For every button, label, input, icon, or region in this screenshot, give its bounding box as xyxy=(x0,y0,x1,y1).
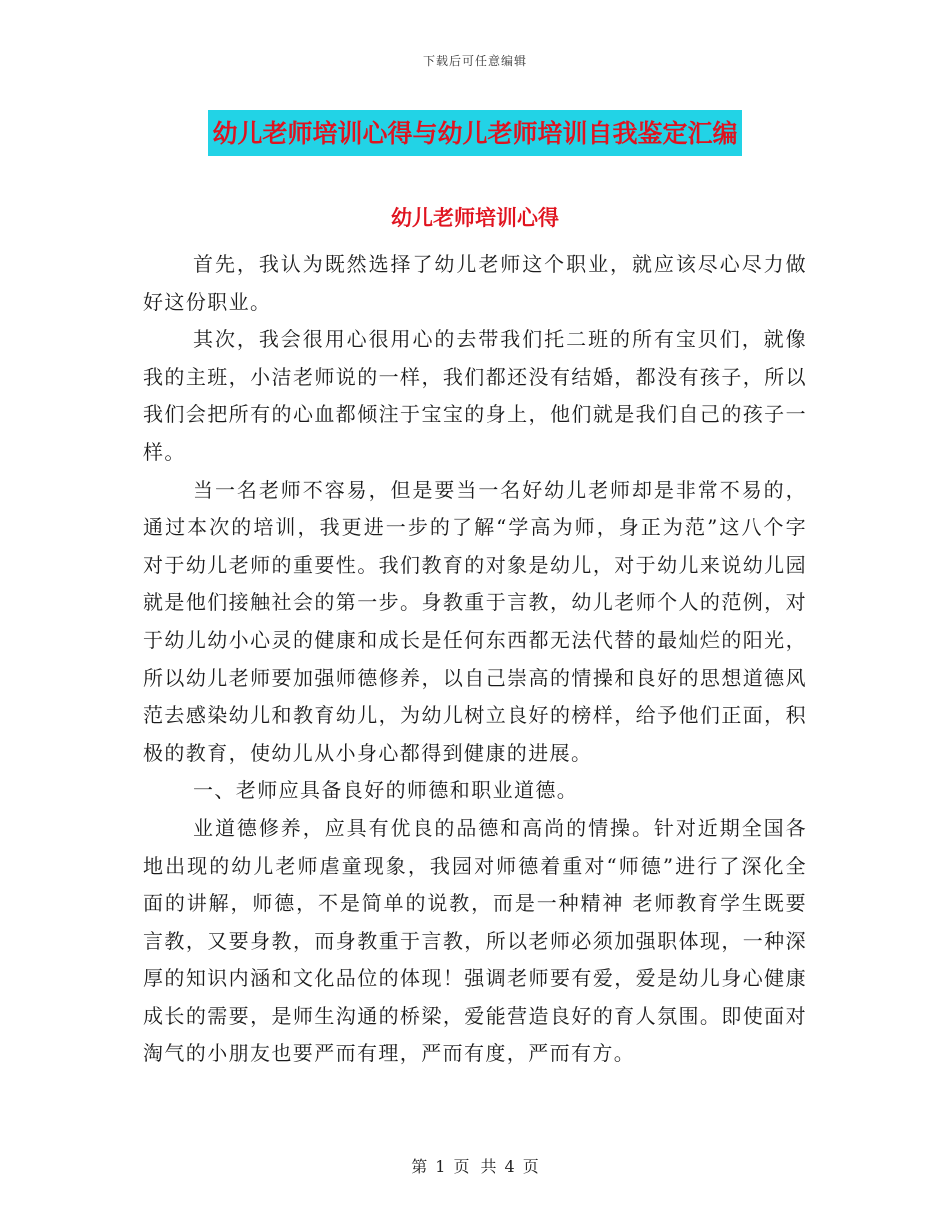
page-footer xyxy=(0,1154,950,1177)
document-title: 幼儿老师培训心得与幼儿老师培训自我鉴定汇编 xyxy=(208,110,741,156)
footer-middle: 页 共 xyxy=(453,1157,497,1176)
document-body xyxy=(143,246,807,1073)
paragraph-1: 首先，我认为既然选择了幼儿老师这个职业，就应该尽心尽力做好这份职业。 xyxy=(143,252,807,314)
paragraph-4: 一、老师应具备良好的师德和职业道德。 xyxy=(193,778,579,803)
paragraph-5: 业道德修养，应具有优良的品德和高尚的情操。针对近期全国各地出现的幼儿老师虐童现象，我园对师德着重对“师德”进行了深化全面的讲解，师德，不是简单的说教，而是一种精神 老师教育学生既要言教，又要身教，而身教重于言教，所以老师必须加强职体现，一种深厚的知识内涵和文化品位的体现！强调老师要有爱，爱是幼儿身心健康成长的需要，是师生沟通的桥梁，爱能营造良好的育人氛围。即使面对淘气的小朋友也要严而有理，严而有度，严而有方。 xyxy=(143,815,807,1066)
paragraph-2: 其次，我会很用心很用心的去带我们托二班的所有宝贝们，就像我的主班，小洁老师说的一样，我们都还没有结婚，都没有孩子，所以我们会把所有的心血都倾注于宝宝的身上，他们就是我们自己的孩子一样。 xyxy=(143,327,807,464)
footer-page-number: 1 xyxy=(435,1157,446,1176)
section-title: 幼儿老师培训心得 xyxy=(391,205,559,230)
header-note: 下载后可任意编辑 xyxy=(422,54,527,68)
document-title-wrap xyxy=(0,110,950,156)
paragraph-3: 当一名老师不容易，但是要当一名好幼儿老师却是非常不易的，通过本次的培训，我更进一步的了解“学高为师，身正为范”这八个字对于幼儿老师的重要性。我们教育的对象是幼儿，对于幼儿来说幼儿园就是他们接触社会的第一步。身教重于言教，幼儿老师个人的范例，对于幼儿幼小心灵的健康和成长是任何东西都无法代替的最灿烂的阳光，所以幼儿老师要加强师德修养，以自己崇高的情操和良好的思想道德风范去感染幼儿和教育幼儿，为幼儿树立良好的榜样，给予他们正面，积极的教育，使幼儿从小身心都得到健康的进展。 xyxy=(143,477,807,765)
footer-total-pages: 4 xyxy=(504,1157,515,1176)
footer-suffix: 页 xyxy=(522,1157,539,1176)
footer-prefix: 第 xyxy=(411,1157,428,1176)
